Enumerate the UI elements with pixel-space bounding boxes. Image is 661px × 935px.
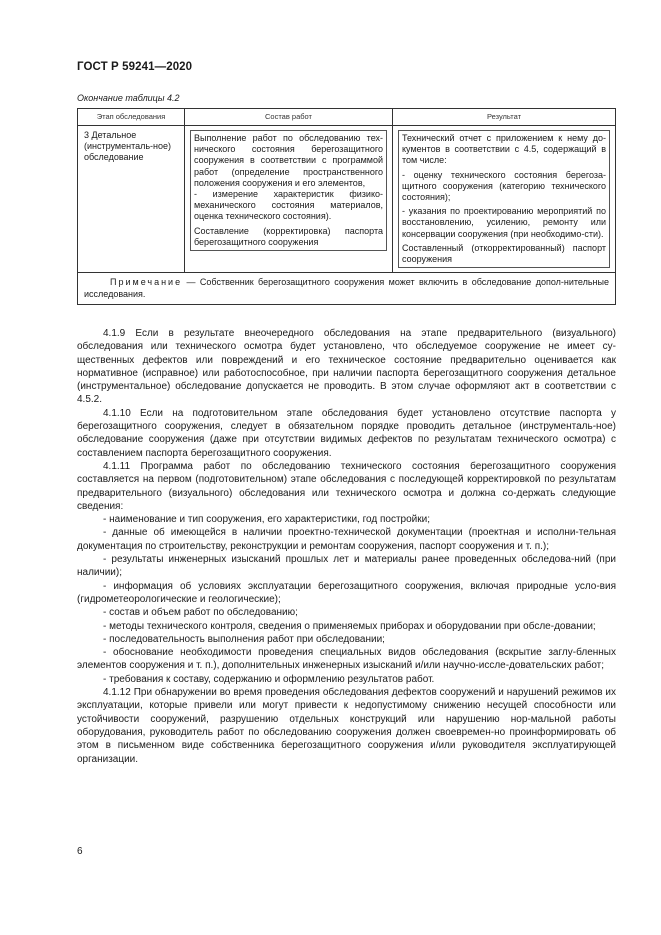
result-text-1: Технический отчет с приложением к нему до-кументов в соответствии с 4.5, содержащий в том числе:	[402, 133, 606, 166]
list-item: - наименование и тип сооружения, его характеристики, год постройки;	[103, 514, 430, 526]
result-text-3: - указания по проектированию мероприятий по восстановлению, усилению, ремонту или консервации сооружения (при необходимо-сти).	[402, 206, 606, 239]
table-row	[78, 126, 616, 273]
paragraph-4-1-9: 4.1.9 Если в результате внеочередного обследования на этапе предварительного (визуального) обследования или технического осмотра будет установлено, что обследуемое сооружение не имеет су-щественных дефектов или повреждений и его техническое состояние предварительно оценивается как нормативное (исправное) или работоспособное, при наличии паспорта берегозащитного сооружения детальное (инструментальное) обследование допускается не проводить. В этом случае оформляют акт в соответствии с 4.5.2.	[77, 328, 616, 406]
paragraph-4-1-10: 4.1.10 Если на подготовительном этапе обследования будет установлено отсутствие паспорта у берегозащитного сооружения, следует в обязательном порядке проводить детальное (инструменталь-ное) обследование сооружения (даже при отсутствии видимых дефектов по результатам технического осмотра) с составлением паспорта берегозащитного сооружения.	[77, 407, 616, 459]
list-item: - результаты инженерных изысканий прошлых лет и материалы ранее проведенных обследова-ний (при наличии);	[77, 554, 616, 579]
result-text-4: Составленный (откорректированный) паспорт сооружения	[402, 242, 606, 265]
list-item: - методы технического контроля, сведения о применяемых приборах и оборудовании при обсле-довании;	[103, 620, 596, 632]
page-number: 6	[77, 846, 83, 857]
body-text	[77, 327, 616, 766]
table-note	[78, 273, 616, 305]
list-item: - информация об условиях эксплуатации берегозащитного сооружения, включая природные усло-вия (гидрометеорологические и геологические);	[77, 580, 616, 605]
list-item: - последовательность выполнения работ при обследовании;	[103, 633, 385, 645]
work-text-3: Составление (корректировка) паспорта берегозащитного сооружения	[194, 225, 383, 247]
note-label: Примечание	[110, 277, 183, 288]
list-item: - состав и объем работ по обследованию;	[103, 607, 298, 619]
work-text-2: - измерение характеристик физико-механического состояния материалов, оценка технического состояния).	[194, 189, 383, 222]
paragraph-4-1-11: 4.1.11 Программа работ по обследованию технического состояния берегозащитного сооружения составляется на первом (подготовительном) этапе обследования с последующей корректировкой по результатам предварительного (визуального) обследования или технического осмотра и должна со-держать следующие сведения:	[77, 460, 616, 512]
column-header-work: Состав работ	[185, 109, 393, 126]
column-header-result: Результат	[393, 109, 616, 126]
inspection-table	[77, 108, 616, 305]
result-cell	[393, 126, 616, 273]
paragraph-4-1-12: 4.1.12 При обнаружении во время проведения обследования дефектов сооружений и нарушений режимов их эксплуатации, которые привели или могут привести к недопустимому снижению несущей способности или устойчивости сооружений, разрушению отдельных конструкций или нарушению нор-мальной работы оборудования, руководитель работ по обследованию сооружения должен своевремен-но проинформировать об этом в письменном виде собственника берегозащитного сооружения и/или руководителя эксплуатирующей организации.	[77, 687, 616, 765]
table-caption: Окончание таблицы 4.2	[77, 93, 180, 103]
work-text-1: Выполнение работ по обследованию тех-нического состояния берегозащитного сооружения в соответствии с программой работ (определение пространственного положения сооружения и его элементов,	[194, 133, 383, 188]
note-text: — Собственник берегозащитного сооружения может включить в обследование допол-нительные исследования.	[84, 277, 609, 300]
list-item: - обоснование необходимости проведения специальных видов обследования (вскрытие заглу-бленных элементов сооружения и т. п.), дополнительных инженерных изысканий и/или научно-иссле-довательских работ;	[77, 647, 616, 672]
column-header-stage: Этап обследования	[78, 109, 185, 126]
document-id: ГОСТ Р 59241—2020	[77, 61, 193, 73]
stage-cell: 3 Детальное (инструменталь-ное) обследование	[78, 126, 185, 273]
table-header-row	[78, 109, 616, 126]
list-item: - требования к составу, содержанию и оформлению результатов работ.	[103, 673, 435, 685]
result-text-2: - оценку технического состояния берегоза-щитного сооружения (категорию технического состояния);	[402, 169, 606, 203]
table-note-row	[78, 273, 616, 305]
list-item: - данные об имеющейся в наличии проектно-технической документации (проектная и исполни-тельная документация по строительству, реконструкции и ремонтам сооружения, паспорт сооружения и т. п.);	[77, 527, 616, 552]
work-cell	[185, 126, 393, 273]
